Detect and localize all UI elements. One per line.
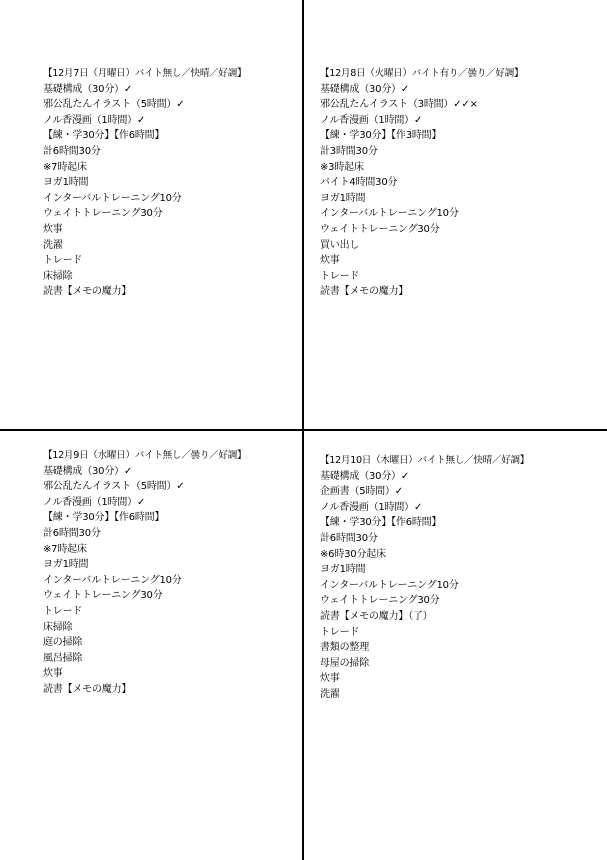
task-line: ※3時起床 — [320, 161, 364, 173]
task-line: ノル香漫画（1時間）✓ — [43, 496, 146, 508]
task-line: ※7時起床 — [43, 161, 87, 173]
task-line: トレード — [320, 626, 360, 638]
task-line: ※7時起床 — [43, 543, 87, 555]
task-line: 計6時間30分 — [43, 527, 101, 539]
task-line: 企画書（5時間）✓ — [320, 486, 403, 498]
day-block-dec9 — [43, 448, 313, 698]
task-line: インターバルトレーニング10分 — [320, 579, 459, 591]
day-header: 【12月8日（火曜日）バイト有り／曇り／好調】 — [320, 68, 524, 79]
task-line: 炊事 — [43, 223, 63, 235]
task-line: 読書【メモの魔力】 — [43, 683, 132, 695]
task-line: ウェイトトレーニング30分 — [43, 590, 163, 602]
task-line: 読書【メモの魔力】（了） — [320, 610, 433, 622]
task-line: ノル香漫画（1時間）✓ — [320, 501, 423, 513]
task-line: 読書【メモの魔力】 — [320, 286, 409, 298]
task-line: ※6時30分起床 — [320, 548, 386, 560]
task-line: 基礎構成（30分）✓ — [43, 83, 133, 95]
task-line: ウェイトトレーニング30分 — [43, 208, 163, 220]
task-line: 計6時間30分 — [320, 532, 378, 544]
task-line: 炊事 — [43, 668, 63, 680]
task-line: 読書【メモの魔力】 — [43, 286, 132, 298]
task-line: 【練・学30分】【作3時間】 — [320, 130, 442, 142]
task-line: 洗濯 — [320, 688, 340, 700]
task-line: 庭の掃除 — [43, 637, 83, 649]
task-line: インターバルトレーニング10分 — [320, 208, 459, 220]
task-line: 計3時間30分 — [320, 145, 378, 157]
task-line: 風呂掃除 — [43, 652, 83, 664]
day-header: 【12月9日（水曜日）バイト無し／曇り／好調】 — [43, 450, 247, 461]
task-line: トレード — [43, 255, 83, 267]
task-line: 邪公乱たんイラスト（5時間）✓ — [43, 99, 185, 111]
horizontal-divider — [0, 429, 607, 431]
day-header: 【12月10日（木曜日）バイト無し／快晴／好調】 — [320, 455, 530, 466]
task-line: インターバルトレーニング10分 — [43, 574, 182, 586]
task-line: 炊事 — [320, 673, 340, 685]
task-line: 【練・学30分】【作6時間】 — [43, 130, 165, 142]
day-block-dec8 — [320, 66, 590, 300]
task-line: 基礎構成（30分）✓ — [320, 470, 410, 482]
task-line: ヨガ1時間 — [43, 177, 89, 189]
task-line: ヨガ1時間 — [43, 559, 89, 571]
task-line: 邪公乱たんイラスト（3時間）✓✓× — [320, 99, 478, 111]
task-line: ヨガ1時間 — [320, 564, 366, 576]
task-line: 基礎構成（30分）✓ — [320, 83, 410, 95]
task-line: 基礎構成（30分）✓ — [43, 465, 133, 477]
task-line: 邪公乱たんイラスト（5時間）✓ — [43, 481, 185, 493]
task-line: ウェイトトレーニング30分 — [320, 595, 440, 607]
task-line: 洗濯 — [43, 239, 63, 251]
task-line: ヨガ1時間 — [320, 192, 366, 204]
day-block-dec7 — [43, 66, 313, 300]
task-line: 買い出し — [320, 239, 360, 251]
task-line: ウェイトトレーニング30分 — [320, 223, 440, 235]
task-line: 書類の整理 — [320, 642, 369, 654]
task-line: 計6時間30分 — [43, 145, 101, 157]
task-line: 母屋の掃除 — [320, 657, 369, 669]
task-line: ノル香漫画（1時間）✓ — [43, 114, 146, 126]
task-line: トレード — [320, 270, 360, 282]
task-line: バイト4時間30分 — [320, 177, 398, 189]
task-line: 【練・学30分】【作6時間】 — [43, 512, 165, 524]
task-line: トレード — [43, 605, 83, 617]
task-line: 床掃除 — [43, 270, 73, 282]
task-line: ノル香漫画（1時間）✓ — [320, 114, 423, 126]
task-line: 【練・学30分】【作6時間】 — [320, 517, 442, 529]
task-line: 炊事 — [320, 255, 340, 267]
day-block-dec10 — [320, 453, 590, 703]
day-header: 【12月7日（月曜日）バイト無し／快晴／好調】 — [43, 68, 247, 79]
task-line: 床掃除 — [43, 621, 73, 633]
task-line: インターバルトレーニング10分 — [43, 192, 182, 204]
